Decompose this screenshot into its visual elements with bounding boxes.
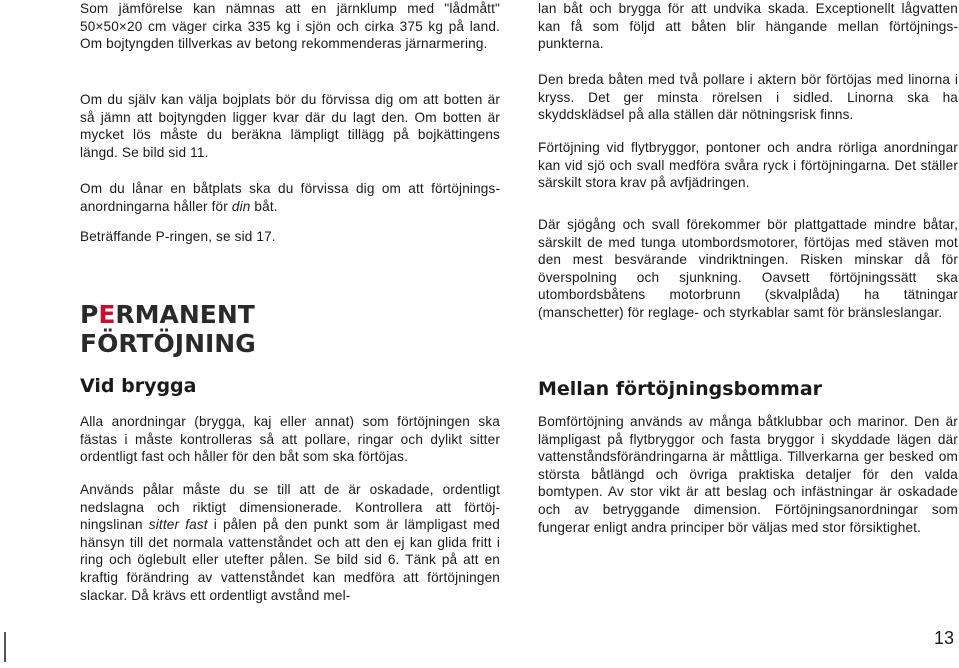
emphasis-din: din bbox=[231, 198, 251, 214]
subheading-mellan-bommar: Mellan förtöjningsbommar bbox=[538, 378, 823, 400]
text-run: Används pålar måste du se till att de är oskadade, ordentligt nedslagna och riktigt dimensionerade. Kontrollera att förtöjningslinan bbox=[80, 482, 500, 533]
paragraph-dock-fittings: Alla anordningar (brygga, kaj eller annat) som förtöjningen ska fästas i måste kontrolleras så att pollare, ringar och dylikt sitter ordentligt fast och håller för den båt som ska förtöjas. bbox=[80, 414, 500, 465]
paragraph-ballast: Som jämförelse kan nämnas att en järnklump med "lådmått" 50×50×20 cm väger cirka 335 kg i sjön och cirka 375 kg på land. Om bojtyngden tillverkas av betong rekommenderas järnarmering. bbox=[80, 1, 500, 52]
paragraph-boom-mooring: Bomförtöjning används av många båtklubbar och marinor. Den är lämpligast på flytbryggor och fasta bryggor i skyddade lägen där vattenståndsförändringarna är måttliga. Tillverkarna ger besked om största båtlängd och övriga praktiska detaljer för den valda bomtypen. Av stor vikt är att beslag och infästningar är oskadade och av betryggande dimension. Förtöjningsanordningar som fungerar enligt andra principer bör väljas med stor försiktighet. bbox=[538, 414, 958, 535]
text-run: Om du lånar en båtplats ska du förvissa dig om att förtöjningsanordningarna håller för bbox=[80, 181, 500, 214]
paragraph-piles bbox=[80, 481, 500, 604]
title-letter: P bbox=[80, 300, 99, 329]
paragraph-buoy-placement: Om du själv kan välja bojplats bör du förvissa dig om att botten är så jämn att bojtyngden ligger kvar där du lagt den. Om botten är mycket lös måste du beräkna lämpligt tillägg på bojkättingens längd. Se bild sid 11. bbox=[80, 92, 500, 160]
text-run: båt. bbox=[250, 198, 278, 214]
paragraph-cross-lines: Den breda båten med två pollare i aktern bör förtöjas med linorna i kryss. Det ger minsta rörelsen i sidled. Linorna ska ha skyddsklädsel på alla ställen där nötningsrisk finns. bbox=[538, 72, 958, 123]
section-title bbox=[80, 300, 500, 358]
emphasis-sitter-fast: sitter fast bbox=[148, 517, 208, 533]
paragraph-low-water: lan båt och brygga för att undvika skada. Exceptionellt lågvatten kan få som följd att båten blir hängande mellan förtöjningspunkterna. bbox=[538, 1, 958, 52]
margin-mark bbox=[4, 632, 6, 662]
paragraph-borrowed-berth bbox=[80, 180, 500, 215]
title-line-2: FÖRTÖJNING bbox=[80, 329, 256, 358]
paragraph-floating-docks: Förtöjning vid flytbryggor, pontoner och andra rörliga anordningar kan vid sjö och svall medföra svåra ryck i förtöjningarna. Det ställer särskilt stora krav på avfjädringen. bbox=[538, 140, 958, 191]
paragraph-swell: Där sjögång och svall förekommer bör plattgattade mindre båtar, särskilt de med tunga utombordsmotorer, förtöjas med stäven mot den mest besvärande vindriktningen. Risken minskar då för överspolning och sjunkning. Oavsett förtöjningssätt ska utombordsbåtens motorbrunn (skvalplåda) ha tätningar (manschetter) för reglage- och styrkablar samt för bränsleslangar. bbox=[538, 217, 958, 320]
page-number: 13 bbox=[934, 628, 955, 648]
paragraph-p-ring: Beträffande P-ringen, se sid 17. bbox=[80, 229, 276, 244]
text-run: i pålen på den punkt som är lämpligast med hänsyn till det normala vattenståndet och att den ej kan glida fritt i ring och öglebult eller utefter pålen. Se bild sid 6. Tänk på att en kraftig förändring av vattenståndet kan medföra att förtöjningen slackar. Då krävs ett ordentligt avstånd mel- bbox=[80, 517, 501, 603]
title-word: RMANENT bbox=[115, 300, 255, 329]
subheading-vid-brygga: Vid brygga bbox=[80, 375, 197, 397]
title-letter-accent: E bbox=[98, 300, 116, 329]
